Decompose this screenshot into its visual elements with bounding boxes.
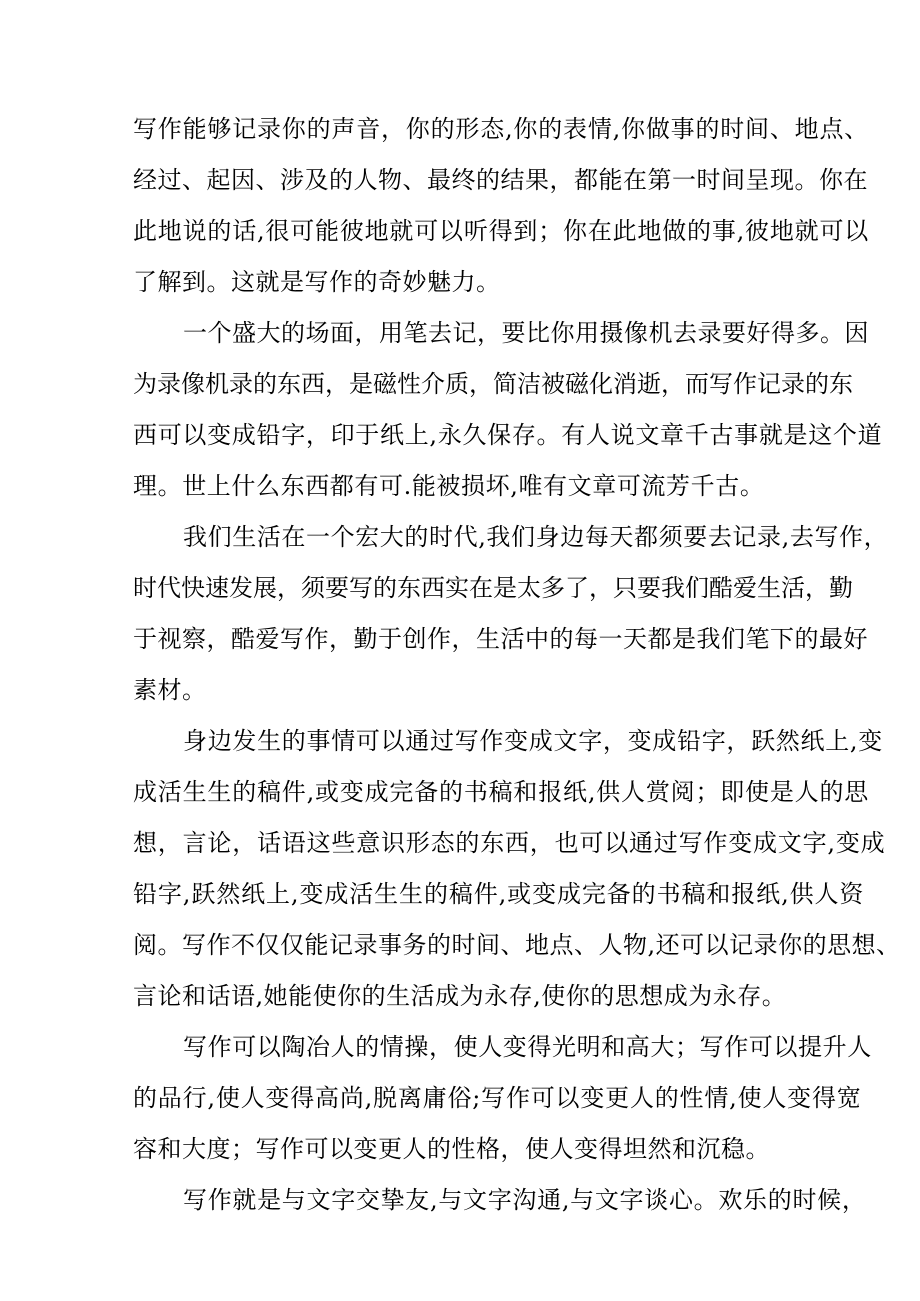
paragraph-line: 的品行,使人变得高尚,脱离庸俗;写作可以变更人的性情,使人变得宽 [133, 1084, 862, 1112]
paragraph-line: 素材。 [133, 676, 207, 704]
paragraph-line: 写作就是与文字交挚友,与文字沟通,与文字谈心。欢乐的时候， [183, 1186, 867, 1214]
paragraph-line: 我们生活在一个宏大的时代,我们身边每天都须要去记录,去写作， [183, 523, 889, 551]
paragraph-line: 西可以变成铅字，印于纸上,永久保存。有人说文章千古事就是这个道 [133, 421, 883, 449]
paragraph-line: 写作可以陶冶人的情操，使人变得光明和高大；写作可以提升人 [183, 1033, 872, 1061]
paragraph-line: 言论和话语,她能使你的生活成为永存,使你的思想成为永存。 [133, 982, 787, 1010]
paragraph-line: 写作能够记录你的声音，你的形态,你的表情,你做事的时间、地点、 [133, 115, 870, 143]
paragraph-line: 了解到。这就是写作的奇妙魅力。 [133, 268, 501, 296]
paragraph-line: 理。世上什么东西都有可.能被损坏,唯有文章可流芳千古。 [133, 472, 765, 500]
paragraph-line: 为录像机录的东西，是磁性介质，简洁被磁化消逝，而写作记录的东 [133, 370, 853, 398]
paragraph-line: 一个盛大的场面，用笔去记，要比你用摄像机去录要好得多。因 [183, 319, 869, 347]
paragraph-line: 于视察，酷爱写作，勤于创作，生活中的每一天都是我们笔下的最好 [133, 625, 868, 653]
paragraph-line: 铅字,跃然纸上,变成活生生的稿件,或变成完备的书稿和报纸,供人资 [133, 880, 865, 908]
paragraph-line: 经过、起因、涉及的人物、最终的结果，都能在第一时间呈现。你在 [133, 166, 868, 194]
paragraph-line: 身边发生的事情可以通过写作变成文字，变成铅字，跃然纸上,变 [183, 727, 883, 755]
paragraph-line: 成活生生的稿件,或变成完备的书稿和报纸,供人赏阅；即使是人的思 [133, 778, 870, 806]
paragraph-line: 阅。写作不仅仅能记录事务的时间、地点、人物,还可以记录你的思想、 [133, 931, 901, 959]
paragraph-line: 想，言论，话语这些意识形态的东西，也可以通过写作变成文字,变成 [133, 829, 886, 857]
paragraph-line: 时代快速发展，须要写的东西实在是太多了，只要我们酷爱生活，勤 [133, 574, 853, 602]
paragraph-line: 容和大度；写作可以变更人的性格，使人变得坦然和沉稳。 [133, 1135, 770, 1163]
paragraph-line: 此地说的话,很可能彼地就可以听得到；你在此地做的事,彼地就可以 [133, 217, 870, 245]
